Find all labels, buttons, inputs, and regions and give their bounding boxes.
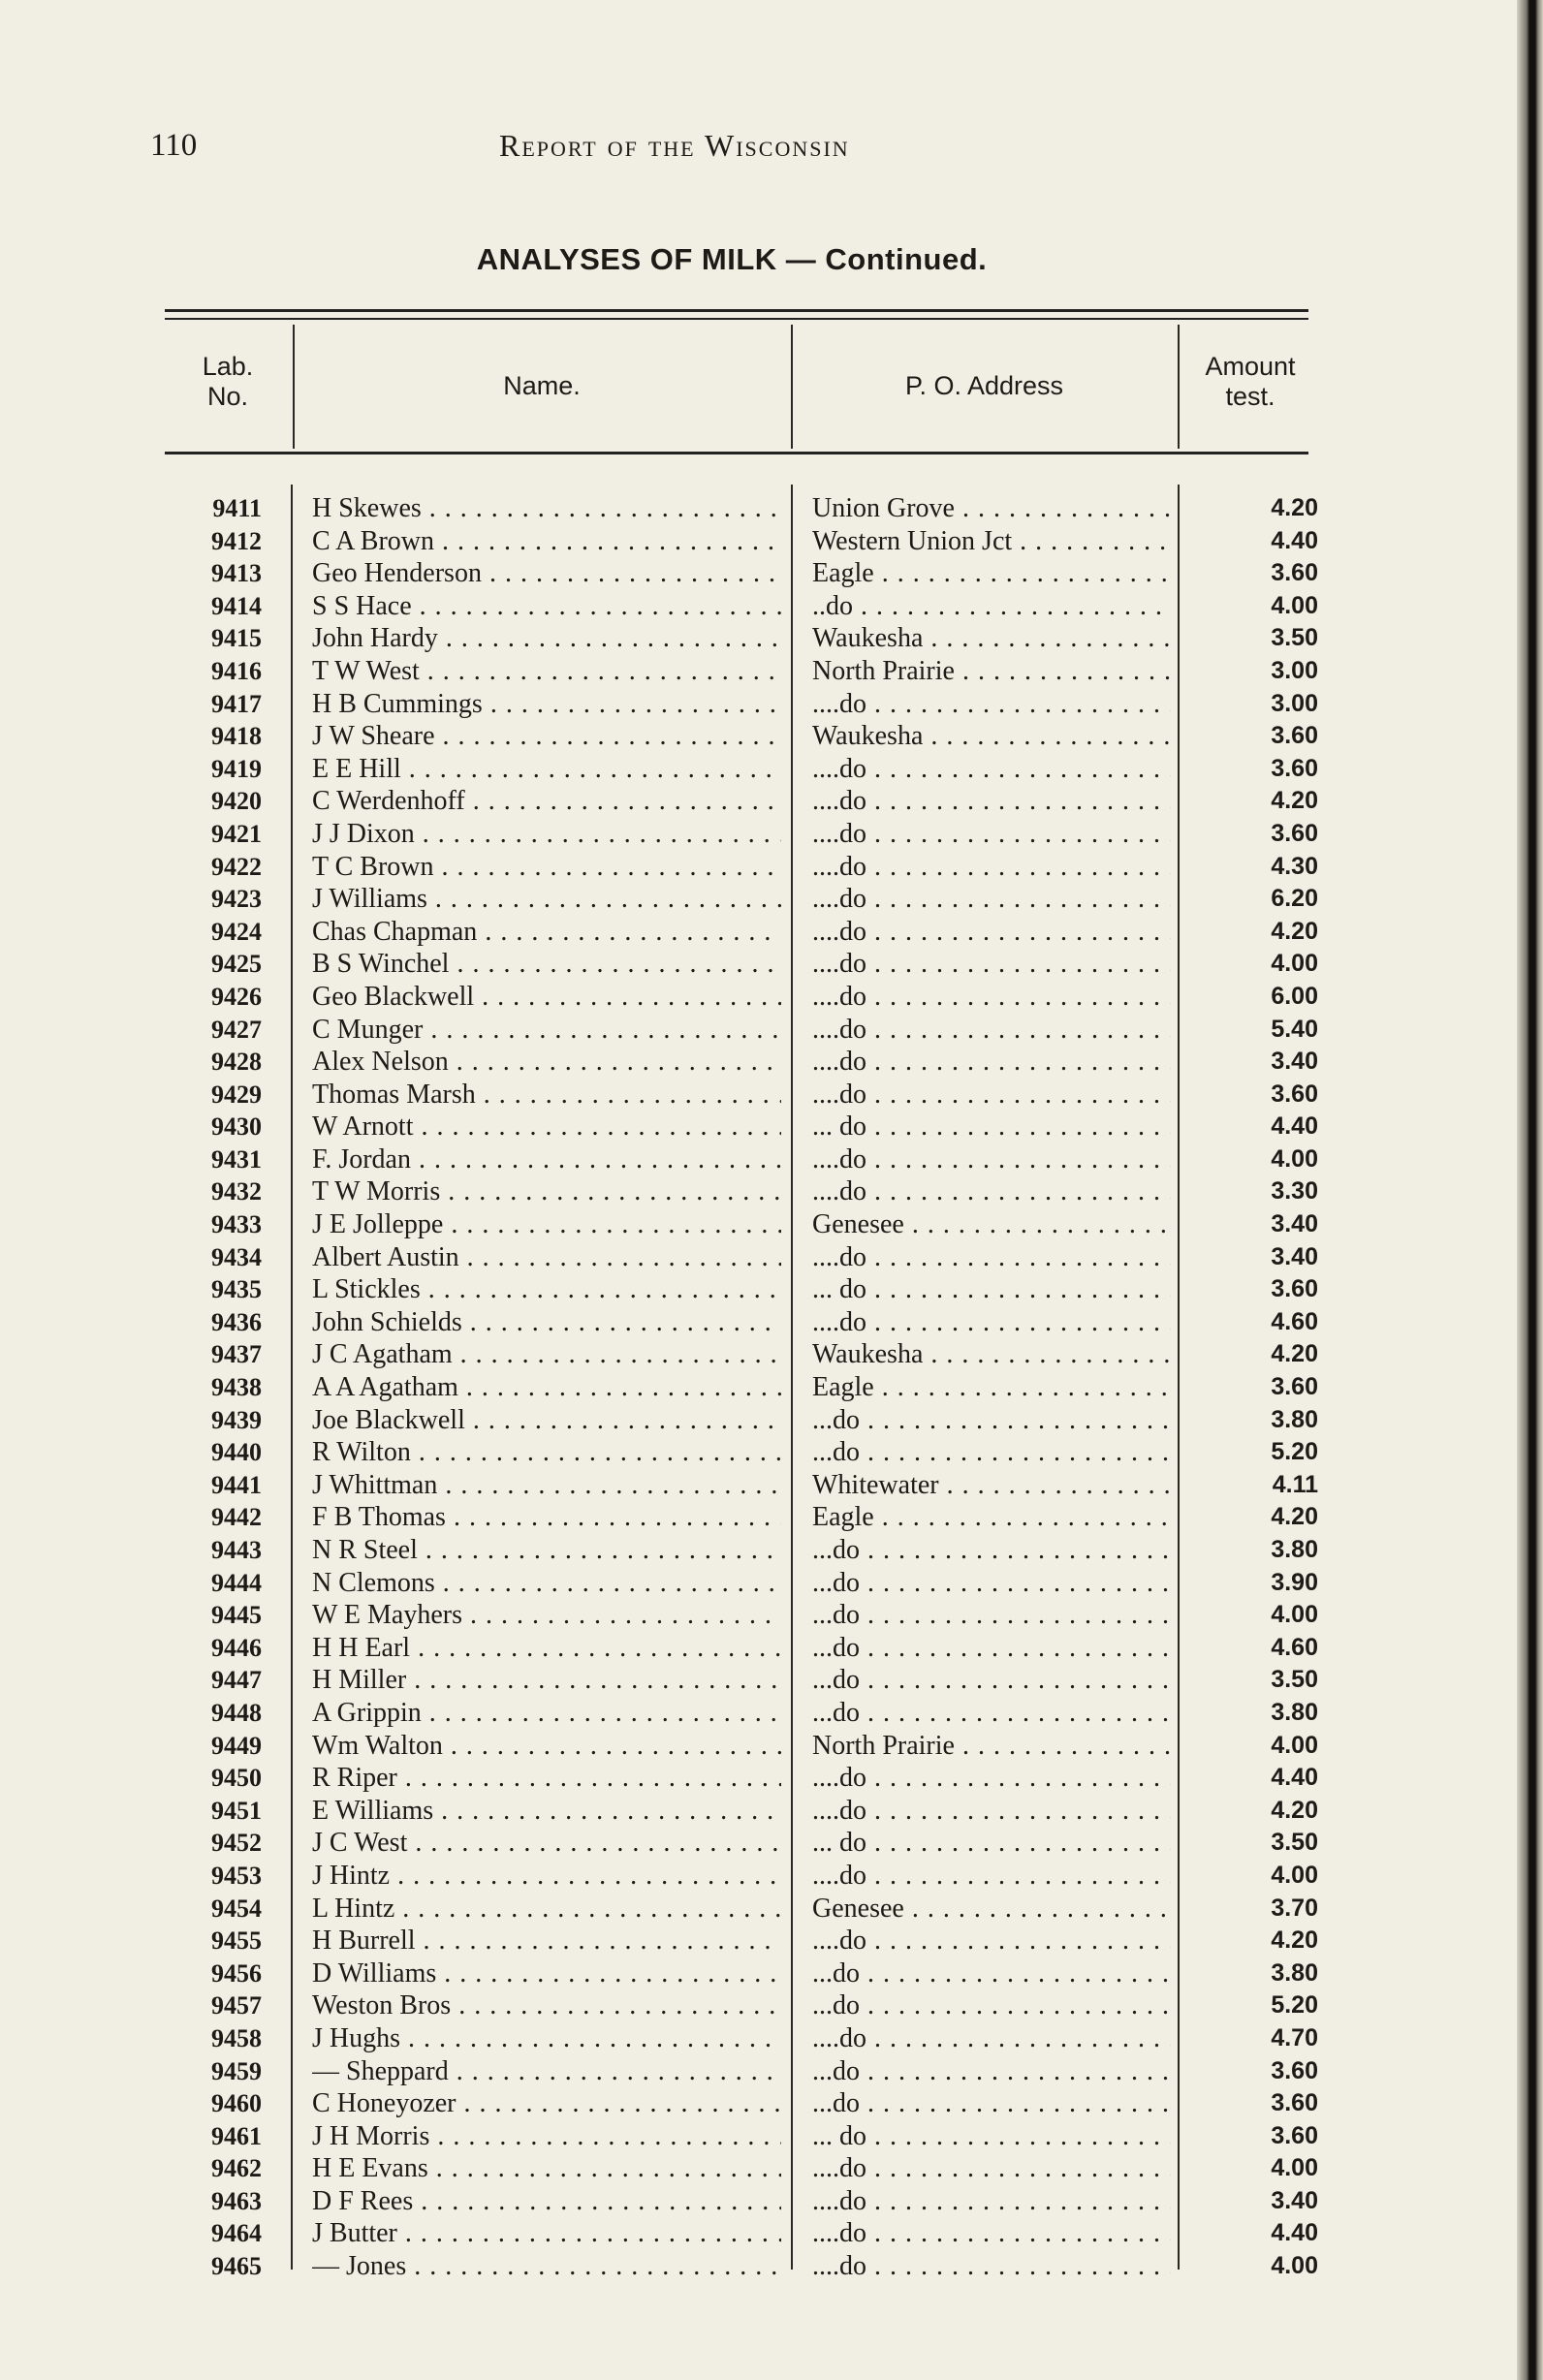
table-row	[0, 883, 1517, 916]
amount-cell: 3.30	[1271, 1177, 1318, 1206]
name-cell: T C Brown . . .	[312, 851, 781, 884]
lab-number-cell: 9459	[211, 2056, 262, 2085]
name-cell: C Munger . . .	[312, 1014, 781, 1047]
lab-number-cell: 9419	[211, 754, 262, 783]
name-cell: F. Jordan . . .	[312, 1143, 781, 1176]
page-number: 110	[150, 128, 198, 163]
address-cell: ... do . . .	[812, 2120, 1171, 2153]
address-cell: ....do . . .	[812, 2250, 1171, 2283]
name-cell: H E Evans . . .	[312, 2152, 781, 2185]
column-header-lab-line1: Lab.	[202, 352, 254, 381]
name-cell: N Clemons . . .	[312, 1567, 781, 1600]
lab-number-cell: 9454	[211, 1894, 262, 1923]
address-cell: ....do . . .	[812, 1860, 1171, 1893]
lab-number-cell: 9444	[211, 1568, 262, 1597]
table-row	[0, 1534, 1517, 1567]
address-cell: ....do . . .	[812, 1762, 1171, 1795]
table-row	[0, 1599, 1517, 1632]
amount-cell: 3.50	[1271, 1666, 1318, 1694]
lab-number-cell: 9412	[211, 526, 262, 555]
table-row	[0, 2055, 1517, 2088]
amount-cell: 4.00	[1271, 1731, 1318, 1759]
address-cell: North Prairie . . .	[812, 655, 1171, 688]
table-row	[0, 916, 1517, 949]
lab-number-cell: 9442	[211, 1503, 262, 1532]
name-cell: Wm Walton . . .	[312, 1730, 781, 1763]
name-cell: A A Agatham . . .	[312, 1371, 781, 1404]
lab-number-cell: 9446	[211, 1633, 262, 1662]
name-cell: — Sheppard . . .	[312, 2055, 781, 2088]
lab-number-cell: 9432	[211, 1177, 262, 1206]
amount-cell: 3.50	[1271, 624, 1318, 652]
table-row	[0, 1827, 1517, 1860]
table-row	[0, 1241, 1517, 1274]
lab-number-cell: 9457	[211, 1991, 262, 2020]
lab-number-cell: 9447	[211, 1666, 262, 1695]
table-row	[0, 753, 1517, 786]
address-cell: ....do . . .	[812, 916, 1171, 949]
lab-number-cell: 9443	[211, 1536, 262, 1564]
amount-cell: 4.60	[1271, 1307, 1318, 1335]
name-cell: J Williams . . .	[312, 883, 781, 916]
name-cell: J Butter . . .	[312, 2217, 781, 2250]
amount-cell: 4.60	[1271, 1633, 1318, 1661]
name-cell: John Schields . . .	[312, 1306, 781, 1339]
lab-number-cell: 9462	[211, 2154, 262, 2183]
amount-cell: 4.11	[1272, 1470, 1318, 1498]
table-row	[0, 525, 1517, 558]
lab-number-cell: 9456	[211, 1958, 262, 1988]
address-cell: ....do . . .	[812, 785, 1171, 818]
lab-number-cell: 9411	[212, 494, 262, 522]
amount-cell: 4.20	[1271, 1926, 1318, 1955]
address-cell: ...do . . .	[812, 2087, 1171, 2120]
table-row	[0, 2087, 1517, 2120]
amount-cell: 3.80	[1271, 1405, 1318, 1433]
lab-number-cell: 9455	[211, 1926, 262, 1956]
name-cell: J C West . . .	[312, 1827, 781, 1860]
header-rule-bottom	[165, 452, 1308, 454]
page-edge	[1517, 0, 1543, 2380]
name-cell: Albert Austin . . .	[312, 1241, 781, 1274]
name-cell: Weston Bros . . .	[312, 1989, 781, 2022]
table-row	[0, 1436, 1517, 1469]
table-row	[0, 622, 1517, 655]
column-header-amount	[1178, 352, 1323, 412]
amount-cell: 3.00	[1271, 689, 1318, 717]
name-cell: R Riper . . .	[312, 1762, 781, 1795]
amount-cell: 6.00	[1271, 982, 1318, 1010]
name-cell: E E Hill . . .	[312, 753, 781, 786]
amount-cell: 3.60	[1271, 2089, 1318, 2117]
lab-number-cell: 9438	[211, 1373, 262, 1402]
table-row	[0, 1306, 1517, 1339]
name-cell: W Arnott . . .	[312, 1111, 781, 1143]
address-cell: Waukesha . . .	[812, 720, 1171, 753]
address-cell: ... do . . .	[812, 1827, 1171, 1860]
amount-cell: 3.60	[1271, 559, 1318, 587]
address-cell: ...do . . .	[812, 1664, 1171, 1697]
name-cell: J Hughs . . .	[312, 2022, 781, 2055]
address-cell: ....do . . .	[812, 2152, 1171, 2185]
lab-number-cell: 9424	[211, 917, 262, 946]
name-cell: Alex Nelson . . .	[312, 1046, 781, 1079]
name-cell: H Skewes . . .	[312, 492, 781, 525]
amount-cell: 3.60	[1271, 1373, 1318, 1401]
lab-number-cell: 9458	[211, 2023, 262, 2052]
amount-cell: 5.40	[1271, 1015, 1318, 1043]
address-cell: ....do . . .	[812, 1143, 1171, 1176]
name-cell: S S Hace . . .	[312, 590, 781, 623]
lab-number-cell: 9440	[211, 1438, 262, 1467]
address-cell: ....do . . .	[812, 981, 1171, 1014]
address-cell: ..do . . .	[812, 590, 1171, 623]
amount-cell: 4.40	[1271, 1112, 1318, 1141]
address-cell: ...do . . .	[812, 1567, 1171, 1600]
address-cell: Eagle . . .	[812, 1371, 1171, 1404]
name-cell: — Jones . . .	[312, 2250, 781, 2283]
address-cell: ....do . . .	[812, 1079, 1171, 1112]
lab-number-cell: 9445	[211, 1601, 262, 1630]
lab-number-cell: 9434	[211, 1242, 262, 1271]
name-cell: H Miller . . .	[312, 1664, 781, 1697]
name-cell: C Werdenhoff . . .	[312, 785, 781, 818]
name-cell: F B Thomas . . .	[312, 1501, 781, 1534]
lab-number-cell: 9450	[211, 1764, 262, 1793]
address-cell: ....do . . .	[812, 1014, 1171, 1047]
column-header-amount-line1: Amount	[1205, 352, 1296, 381]
table-row	[0, 1338, 1517, 1371]
address-cell: Genesee . . .	[812, 1208, 1171, 1241]
lab-number-cell: 9436	[211, 1307, 262, 1336]
amount-cell: 3.70	[1271, 1894, 1318, 1922]
lab-number-cell: 9420	[211, 787, 262, 816]
amount-cell: 6.20	[1271, 885, 1318, 913]
lab-number-cell: 9435	[211, 1275, 262, 1304]
address-cell: Eagle . . .	[812, 1501, 1171, 1534]
name-cell: J Hintz . . .	[312, 1860, 781, 1893]
table-row	[0, 1175, 1517, 1208]
table-row	[0, 851, 1517, 884]
column-header-lab-no	[179, 352, 276, 412]
column-header-address: P. O. Address	[904, 371, 1064, 400]
amount-cell: 3.60	[1271, 2056, 1318, 2084]
name-cell: Geo Henderson . . .	[312, 557, 781, 590]
table-row	[0, 1664, 1517, 1697]
name-cell: N R Steel . . .	[312, 1534, 781, 1567]
amount-cell: 3.40	[1271, 1210, 1318, 1238]
page-header	[150, 128, 1023, 176]
address-cell: ....do . . .	[812, 883, 1171, 916]
table-row	[0, 1273, 1517, 1306]
lab-number-cell: 9423	[211, 885, 262, 914]
amount-cell: 3.40	[1271, 2186, 1318, 2214]
name-cell: C A Brown . . .	[312, 525, 781, 558]
amount-cell: 4.20	[1271, 917, 1318, 945]
lab-number-cell: 9452	[211, 1829, 262, 1858]
address-cell: ....do . . .	[812, 1175, 1171, 1208]
amount-cell: 3.80	[1271, 1698, 1318, 1726]
table-row	[0, 688, 1517, 721]
address-cell: Western Union Jct . . .	[812, 525, 1171, 558]
table-row	[0, 981, 1517, 1014]
address-cell: ....do . . .	[812, 1241, 1171, 1274]
amount-cell: 4.40	[1271, 2219, 1318, 2247]
table-row	[0, 1567, 1517, 1600]
address-cell: ....do . . .	[812, 1925, 1171, 1957]
lab-number-cell: 9425	[211, 950, 262, 979]
table-row	[0, 1762, 1517, 1795]
name-cell: Thomas Marsh . . .	[312, 1079, 781, 1112]
amount-cell: 3.50	[1271, 1829, 1318, 1857]
name-cell: R Wilton . . .	[312, 1436, 781, 1469]
table-row	[0, 590, 1517, 623]
name-cell: Geo Blackwell . . .	[312, 981, 781, 1014]
table-row	[0, 1697, 1517, 1730]
address-cell: ...do . . .	[812, 1697, 1171, 1730]
name-cell: H B Cummings . . .	[312, 688, 781, 721]
amount-cell: 4.00	[1271, 950, 1318, 978]
address-cell: Whitewater . . .	[812, 1469, 1171, 1502]
name-cell: J W Sheare . . .	[312, 720, 781, 753]
name-cell: Joe Blackwell . . .	[312, 1404, 781, 1437]
amount-cell: 4.00	[1271, 2252, 1318, 2280]
table-row	[0, 1111, 1517, 1143]
address-cell: ....do . . .	[812, 1795, 1171, 1828]
column-header-name: Name.	[503, 371, 581, 400]
table-row	[0, 785, 1517, 818]
address-cell: ...do . . .	[812, 1404, 1171, 1437]
amount-cell: 4.00	[1271, 1144, 1318, 1173]
name-cell: W E Mayhers . . .	[312, 1599, 781, 1632]
name-cell: J J Dixon . . .	[312, 818, 781, 851]
amount-cell: 3.60	[1271, 1275, 1318, 1303]
address-cell: ....do . . .	[812, 1306, 1171, 1339]
address-cell: North Prairie . . .	[812, 1730, 1171, 1763]
header-rule-top	[165, 309, 1308, 312]
column-header-amount-line2: test.	[1225, 382, 1275, 411]
table-row	[0, 1404, 1517, 1437]
lab-number-cell: 9421	[211, 819, 262, 848]
name-cell: H H Earl . . .	[312, 1632, 781, 1665]
table-row	[0, 1632, 1517, 1665]
amount-cell: 4.20	[1271, 1340, 1318, 1368]
address-cell: ....do . . .	[812, 2217, 1171, 2250]
lab-number-cell: 9464	[211, 2219, 262, 2248]
address-cell: ....do . . .	[812, 818, 1171, 851]
amount-cell: 3.60	[1271, 2121, 1318, 2149]
amount-cell: 4.20	[1271, 787, 1318, 815]
address-cell: ....do . . .	[812, 948, 1171, 981]
header-rule-top-second	[165, 318, 1308, 320]
name-cell: D F Rees . . .	[312, 2185, 781, 2218]
address-cell: ...do . . .	[812, 1436, 1171, 1469]
name-cell: L Hintz . . .	[312, 1893, 781, 1926]
amount-cell: 4.00	[1271, 1601, 1318, 1629]
table-row	[0, 557, 1517, 590]
lab-number-cell: 9422	[211, 852, 262, 881]
address-cell: ...do . . .	[812, 2055, 1171, 2088]
amount-cell: 3.60	[1271, 754, 1318, 782]
address-cell: Union Grove . . .	[812, 492, 1171, 525]
name-cell: A Grippin . . .	[312, 1697, 781, 1730]
address-cell: Eagle . . .	[812, 557, 1171, 590]
table-row	[0, 655, 1517, 688]
address-cell: ....do . . .	[812, 851, 1171, 884]
lab-number-cell: 9465	[211, 2252, 262, 2281]
table-row	[0, 1469, 1517, 1502]
column-header-lab-line2: No.	[206, 382, 249, 411]
amount-cell: 4.00	[1271, 1861, 1318, 1889]
address-cell: Waukesha . . .	[812, 622, 1171, 655]
table-row	[0, 2120, 1517, 2153]
table-title: ANALYSES OF MILK — Continued.	[476, 242, 988, 276]
table-row	[0, 1860, 1517, 1893]
table-row	[0, 1989, 1517, 2022]
amount-cell: 4.30	[1271, 852, 1318, 880]
table-row	[0, 2250, 1517, 2283]
amount-cell: 5.20	[1271, 1991, 1318, 2020]
table-row	[0, 1371, 1517, 1404]
lab-number-cell: 9460	[211, 2089, 262, 2118]
name-cell: J Whittman . . .	[312, 1469, 781, 1502]
name-cell: John Hardy . . .	[312, 622, 781, 655]
table-row	[0, 2022, 1517, 2055]
amount-cell: 3.60	[1271, 819, 1318, 847]
amount-cell: 4.20	[1271, 494, 1318, 521]
lab-number-cell: 9451	[211, 1796, 262, 1825]
address-cell: ...do . . .	[812, 1534, 1171, 1567]
lab-number-cell: 9415	[211, 624, 262, 653]
name-cell: T W West . . .	[312, 655, 781, 688]
amount-cell: 3.80	[1271, 1958, 1318, 1987]
lab-number-cell: 9463	[211, 2186, 262, 2215]
address-cell: ....do . . .	[812, 1046, 1171, 1079]
table-row	[0, 1208, 1517, 1241]
lab-number-cell: 9437	[211, 1340, 262, 1369]
lab-number-cell: 9449	[211, 1731, 262, 1760]
lab-number-cell: 9433	[211, 1210, 262, 1239]
table-row	[0, 1893, 1517, 1926]
table-row	[0, 818, 1517, 851]
lab-number-cell: 9453	[211, 1861, 262, 1890]
table-row	[0, 720, 1517, 753]
amount-cell: 3.00	[1271, 656, 1318, 684]
lab-number-cell: 9417	[211, 689, 262, 718]
table-row	[0, 2185, 1517, 2218]
table-row	[0, 2152, 1517, 2185]
lab-number-cell: 9414	[211, 591, 262, 620]
lab-number-cell: 9429	[211, 1080, 262, 1109]
table-row	[0, 2217, 1517, 2250]
table-row	[0, 1925, 1517, 1957]
name-cell: J C Agatham . . .	[312, 1338, 781, 1371]
address-cell: Genesee . . .	[812, 1893, 1171, 1926]
name-cell: B S Winchel . . .	[312, 948, 781, 981]
lab-number-cell: 9448	[211, 1698, 262, 1727]
table-row	[0, 948, 1517, 981]
name-cell: C Honeyozer . . .	[312, 2087, 781, 2120]
lab-number-cell: 9431	[211, 1144, 262, 1174]
table-row	[0, 1014, 1517, 1047]
amount-cell: 4.00	[1271, 591, 1318, 619]
amount-cell: 3.80	[1271, 1536, 1318, 1563]
table-row	[0, 1143, 1517, 1176]
address-cell: ... do . . .	[812, 1273, 1171, 1306]
address-cell: ....do . . .	[812, 753, 1171, 786]
lab-number-cell: 9418	[211, 722, 262, 751]
table-row	[0, 1046, 1517, 1079]
address-cell: ... do . . .	[812, 1111, 1171, 1143]
amount-cell: 4.20	[1271, 1796, 1318, 1824]
lab-number-cell: 9427	[211, 1015, 262, 1044]
address-cell: ...do . . .	[812, 1957, 1171, 1990]
address-cell: ...do . . .	[812, 1989, 1171, 2022]
table-row	[0, 1079, 1517, 1112]
name-cell: J H Morris . . .	[312, 2120, 781, 2153]
name-cell: D Williams . . .	[312, 1957, 781, 1990]
address-cell: Waukesha . . .	[812, 1338, 1171, 1371]
amount-cell: 3.40	[1271, 1048, 1318, 1076]
table-row	[0, 1501, 1517, 1534]
lab-number-cell: 9441	[211, 1470, 262, 1499]
amount-cell: 4.40	[1271, 526, 1318, 554]
address-cell: ...do . . .	[812, 1599, 1171, 1632]
address-cell: ...do . . .	[812, 1632, 1171, 1665]
amount-cell: 5.20	[1271, 1438, 1318, 1466]
table-body	[0, 492, 1517, 2283]
lab-number-cell: 9413	[211, 559, 262, 588]
lab-number-cell: 9430	[211, 1112, 262, 1142]
name-cell: L Stickles . . .	[312, 1273, 781, 1306]
address-cell: ....do . . .	[812, 688, 1171, 721]
lab-number-cell: 9426	[211, 982, 262, 1011]
name-cell: E Williams . . .	[312, 1795, 781, 1828]
address-cell: ....do . . .	[812, 2022, 1171, 2055]
name-cell: Chas Chapman . . .	[312, 916, 781, 949]
amount-cell: 3.40	[1271, 1242, 1318, 1270]
amount-cell: 3.90	[1271, 1568, 1318, 1596]
table-row	[0, 1795, 1517, 1828]
amount-cell: 3.60	[1271, 722, 1318, 750]
table-row	[0, 1957, 1517, 1990]
lab-number-cell: 9416	[211, 656, 262, 685]
table-row	[0, 492, 1517, 525]
lab-number-cell: 9461	[211, 2121, 262, 2150]
name-cell: T W Morris . . .	[312, 1175, 781, 1208]
name-cell: H Burrell . . .	[312, 1925, 781, 1957]
name-cell: J E Jolleppe . . .	[312, 1208, 781, 1241]
address-cell: ....do . . .	[812, 2185, 1171, 2218]
amount-cell: 3.60	[1271, 1080, 1318, 1108]
lab-number-cell: 9439	[211, 1405, 262, 1434]
amount-cell: 4.20	[1271, 1503, 1318, 1531]
running-head: Report of the Wisconsin	[499, 128, 850, 163]
table-row	[0, 1730, 1517, 1763]
lab-number-cell: 9428	[211, 1048, 262, 1077]
amount-cell: 4.70	[1271, 2023, 1318, 2051]
amount-cell: 4.40	[1271, 1764, 1318, 1792]
amount-cell: 4.00	[1271, 2154, 1318, 2182]
